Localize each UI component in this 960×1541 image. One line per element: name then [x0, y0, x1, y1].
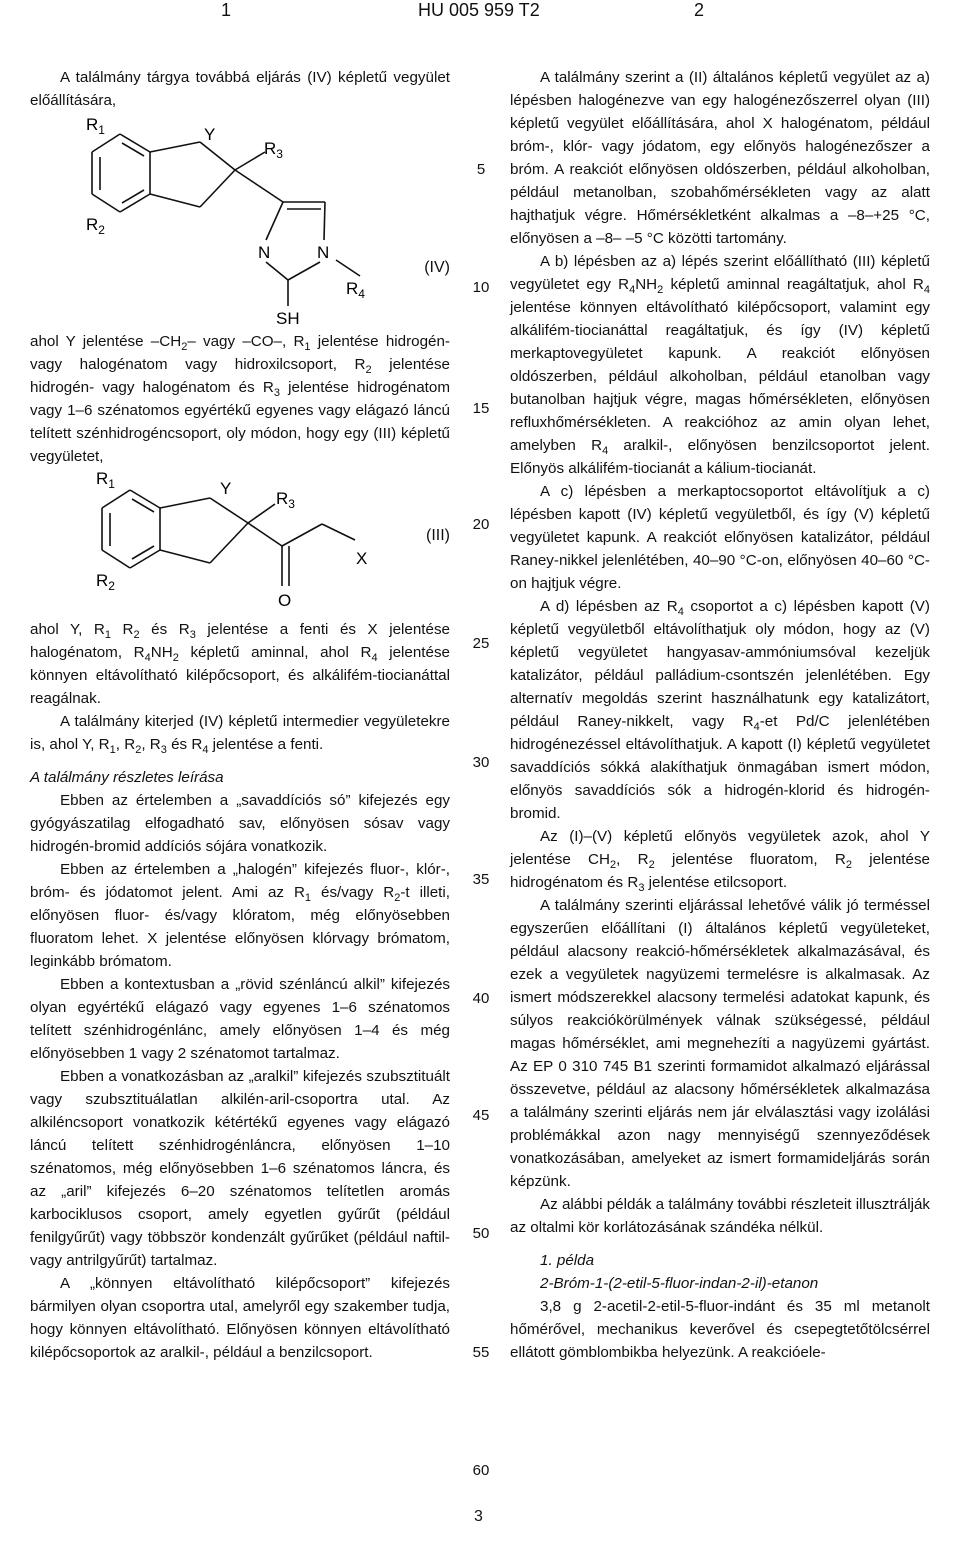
- atom-r2: $R_2$: [86, 215, 105, 237]
- paragraph: A találmány szerinti eljárással lehetővé válik jó terméssel egyszerűen előállítani (I) általános képletű vegyületeket, például alacsony reakció-hőmérsékletek alkalmazásával, és ezek a vegyületek nagyüzemi termelésre is alkalmasak. Az ismert módszerekkel alacsony termelési adatokat kapunk, és súlyos reakciókörülmények válnak szükségessé, például magas hőmérséklet, ami megnehezíti a nagyüzemi gyártást. Az EP 0 310 745 B1 szerinti formamidot alkalmazó eljárással összevetve, például az alacsony hőmérsékletek alkalmazása a találmány szerinti eljárás nem jár elválasztási vagy izolálási problémákkal azon nagy mennyiségű szennyeződések vonatkozásában, amelyeket az ismert formamideljárás során képzünk.: [510, 897, 930, 1190]
- page-number-right: 2: [694, 0, 705, 20]
- paragraph: A b) lépésben az a) lépés szerint előállítható (III) képletű vegyületet egy $R_4NH_2$ képletű aminnal reagáltatjuk, ahol $R_4$ jelentése könnyen eltávolítható kilépőcsoport, valamint egy alkálifém-tiocianáttal reagáltatjuk, és így (IV) képletű merkaptovegyületet kapunk. A reakciót előnyösen oldószerben, például alkoholban, például etanolban vagy butanolban hajtjuk végre, magas hőmérsékleten, előnyösen refluxhőmérsékleten. A reakcióhoz az amin olyan lehet, amelyben $R_4$ aralkil-, előnyösen benzilcsoportot jelent. Előnyös alkálifém-tiocianát a kálium-tiocianát.: [510, 253, 930, 477]
- line-number: 5: [476, 161, 486, 178]
- atom-r3: $R_3$: [276, 489, 295, 511]
- line-number: 10: [472, 279, 490, 296]
- atom-n1: N: [258, 243, 271, 262]
- line-number: 45: [472, 1107, 490, 1124]
- paragraph: Ebben az értelemben a „halogén” kifejezés fluor-, klór-, bróm- és jódatomot jelent. Ami az $R_1$ és/vagy $R_2-t$ illeti, előnyösen fluor- és/vagy klóratom, még előnyösebben fluoratom lehet. X jelentése előnyösen klórvagy brómatom, leginkább brómatom.: [30, 861, 450, 970]
- paragraph: A találmány tárgya továbbá eljárás (IV) képletű vegyület előállítására,: [30, 69, 450, 109]
- formula-iv: [30, 112, 450, 330]
- example-name: 2-Bróm-1-(2-etil-5-fluor-indan-2-il)-etanon: [540, 1275, 819, 1292]
- line-number: 15: [472, 400, 490, 417]
- atom-r3: $R_3$: [264, 139, 283, 161]
- atom-r1: $R_1$: [86, 115, 105, 137]
- paragraph: Az alábbi példák a találmány további részleteit illusztrálják az oltalmi kör korlátozásának szándéka nélkül.: [510, 1196, 931, 1236]
- section-heading: A találmány részletes leírása: [30, 769, 224, 786]
- atom-y: Y: [220, 479, 232, 498]
- atom-r4: $R_4$: [346, 279, 365, 301]
- document-id: HU 005 959 T2: [418, 0, 540, 20]
- paragraph: 3,8 g 2-acetil-2-etil-5-fluor-indánt és 35 ml metanolt hőmérővel, mechanikus keverővel és csepegtetőtölcsérrel ellátott gömblombikba helyezünk. A reakcióele-: [510, 1298, 930, 1361]
- line-number: 25: [472, 635, 490, 652]
- paragraph: A találmány kiterjed (IV) képletű intermedier vegyületekre is, ahol Y, $R_1$, $R_2$, $R_3$ és $R_4$ jelentése a fenti.: [30, 713, 450, 757]
- line-number: 55: [472, 1344, 490, 1361]
- paragraph: A találmány szerint a (II) általános képletű vegyület az a) lépésben halogénezve van egy halogénezőszerrel olyan (III) képletű vegyület előállítására, ahol X halogénatom, például bróm-, klór- vagy jódatom, egy előnyös halogénezőszer a bróm. A reakciót előnyösen oldószerben, például alkoholban, például metanolban, szobahőmérsékleten vagy az alatt hajthatjuk végre. Hőmérsékletként alkalmas a –8–+25 °C, előnyösen a –8– –5 °C közötti tartomány.: [510, 69, 930, 247]
- line-number: 50: [472, 1225, 490, 1242]
- paragraph: A c) lépésben a merkaptocsoportot eltávolítjuk a c) lépésben kapott (IV) képletű vegyületből, és így (V) képletű vegyületet kapunk. A reakciót előnyösen katalizátor, például Raney-nikkel jelenlétében, 40–90 °C-on, előnyösen 40–60 °C-on hajtjuk végre.: [510, 483, 930, 592]
- page-number-left: 1: [221, 0, 232, 20]
- line-number: 40: [472, 990, 490, 1007]
- paragraph: A „könnyen eltávolítható kilépőcsoport” kifejezés bármilyen olyan csoportra utal, amelyről egy szakember tudja, hogy könnyen eltávolítható. Előnyösen könnyen eltávolítható kilépőcsoportok az aralkil-, például a benzilcsoport.: [30, 1275, 450, 1361]
- paragraph: A d) lépésben az $R_4$ csoportot a c) lépésben kapott (V) képletű vegyületből eltávolíthatjuk oly módon, hogy az (V) képletű vegyületet hangyasav-ammóniumsóval kezeljük katalizátor, például palládium-csontszén jelenlétében. Egy alternatív megoldás szerint használhatunk egy katalizátort, például Raney-nikkelt, vagy $R_4-et$ Pd/C jelenlétében hidrogénezéssel eltávolíthatjuk. A kapott (I) képletű vegyületet savaddíciós sókká alakíthatjuk önmagában ismert módon, előnyös savaddíciós sók a hidrogén-klorid és hidrogén-bromid.: [510, 598, 931, 822]
- line-number: 30: [472, 754, 490, 771]
- formula-iii-structure: [30, 468, 450, 618]
- page-number-bottom: 3: [474, 1508, 483, 1525]
- right-column: [510, 66, 930, 1364]
- paragraph: Ebben az értelemben a „savaddíciós só” kifejezés egy gyógyászatilag elfogadható sav, előnyösen sósav vagy hidrogén-bromid addíciós sójára vonatkozik.: [30, 792, 450, 855]
- atom-x: X: [356, 549, 368, 568]
- atom-sh: SH: [276, 309, 300, 328]
- formula-iv-label: (IV): [424, 259, 450, 276]
- example-title: 1. példa: [540, 1252, 595, 1269]
- paragraph: ahol Y jelentése $-CH_2-$ vagy –CO–, $R_1$ jelentése hidrogén- vagy halogénatom vagy hidroxilcsoport, $R_2$ jelentése hidrogén- vagy halogénatom és $R_3$ jelentése hidrogénatom vagy 1–6 szénatomos egyértékű egyenes vagy elágazó láncú telített szénhidrogéncsoport, oly módon, hogy egy (III) képletű vegyületet,: [30, 333, 451, 465]
- formula-iii: [30, 468, 450, 618]
- left-column: [30, 66, 450, 1364]
- atom-o: O: [278, 591, 292, 610]
- paragraph: Ebben a kontextusban a „rövid szénláncú alkil” kifejezés olyan egyértékű elágazó vagy egyenes 1–6 szénatomos telített szénhidrogénlánc, amely előnyösen 1–4 és még előnyösebben 1 vagy 2 szénatomot tartalmaz.: [30, 976, 450, 1062]
- paragraph: Ebben a vonatkozásban az „aralkil” kifejezés szubsztituált vagy szubsztituálatlan alkilén-aril-csoportra utal. Az alkiléncsoport vonatkozik kétértékű egyenes vagy elágazó láncú telített szénhidrogénláncra, előnyösen 1–10 szénatomos, még előnyösebben 1–6 szénatomos láncra, és az „aril” kifejezés 6–20 szénatomos telítetlen aromás karbociklusos csoport, amely egyetlen gyűrűt (például fenilgyűrűt) vagy többször kondenzált gyűrűket (például naftil- vagy antrilgyűrűt) tartalmaz.: [30, 1068, 450, 1269]
- line-number: 35: [472, 871, 490, 888]
- paragraph: Az (I)–(V) képletű előnyös vegyületek azok, ahol Y jelentése $CH_2$, $R_2$ jelentése fluoratom, $R_2$ jelentése hidrogénatom és $R_3$ jelentése etilcsoport.: [510, 828, 930, 895]
- atom-y: Y: [204, 125, 216, 144]
- atom-r2: $R_2$: [96, 571, 115, 593]
- atom-r1: $R_1$: [96, 469, 115, 491]
- formula-iii-label: (III): [426, 527, 450, 544]
- atom-n2: N: [317, 243, 330, 262]
- formula-iv-structure: [30, 112, 450, 330]
- line-number: 60: [472, 1462, 490, 1479]
- line-number: 20: [472, 516, 490, 533]
- paragraph: ahol Y, $R_1$ $R_2$ és $R_3$ jelentése a fenti és X jelentése halogénatom, $R_4NH_2$ képletű aminnal, ahol $R_4$ jelentése könnyen eltávolítható kilépőcsoport, és alkálifém-tiocianáttal reagálnak.: [30, 621, 450, 707]
